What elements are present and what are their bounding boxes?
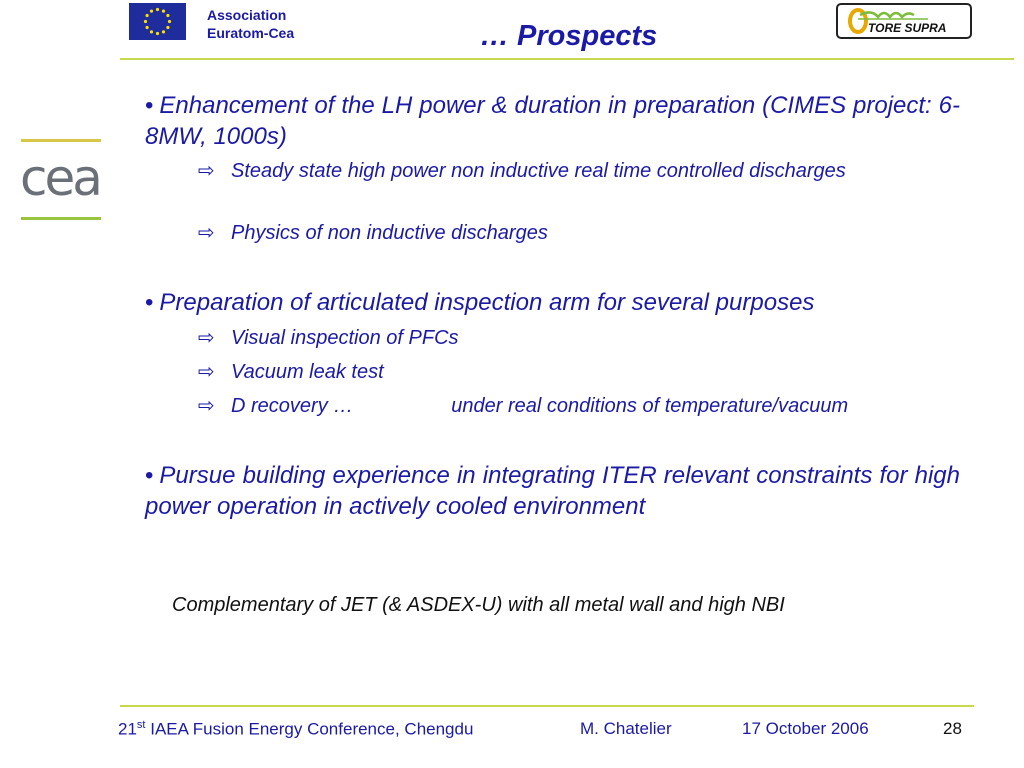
page-number: 28 [943, 719, 962, 738]
hollow-right-arrow-icon: ⇨ [198, 327, 215, 349]
bullet-3 [145, 460, 960, 522]
footer-divider [120, 705, 974, 707]
bullet-2-text: Preparation of articulated inspection arm for several purposes [159, 289, 815, 316]
bullet-1-sub-1 [198, 158, 960, 185]
bullet-2 [145, 287, 960, 318]
bullet-2-sub-2-text: Vacuum leak test [231, 361, 384, 383]
bullet-2-sub-3 [198, 393, 960, 420]
bullet-2-sub-3-body [198, 393, 960, 420]
bullet-2-sub-3-continuation: under real conditions of temperature/vacuum [451, 395, 849, 417]
tore-supra-logo-text: TORE SUPRA [868, 21, 947, 35]
association-line-2: Euratom-Cea [207, 25, 295, 41]
hollow-right-arrow-icon: ⇨ [198, 160, 215, 182]
bullet-1-sub-2-text: Physics of non inductive discharges [231, 222, 548, 244]
hollow-right-arrow-icon: ⇨ [198, 395, 215, 417]
cea-logo-top-line [21, 139, 101, 142]
conference-ordinal: st [136, 719, 146, 731]
eu-flag-logo [129, 3, 186, 40]
conference-text: IAEA Fusion Energy Conference, Chengdu [150, 719, 474, 739]
bullet-2-sub-1 [198, 325, 960, 352]
association-line-1: Association [207, 7, 287, 23]
association-label [207, 6, 294, 42]
bullet-1-text: Enhancement of the LH power & duration in preparation (CIMES project: 6-8MW, 1000s) [145, 92, 960, 150]
bullet-2-sub-3-text: D recovery … [231, 395, 354, 417]
footer-conference [118, 719, 473, 740]
footer-author: M. Chatelier [580, 719, 672, 738]
bullet-dot-icon: • [145, 92, 154, 119]
footer-date: 17 October 2006 [742, 719, 869, 738]
conference-number: 21 [118, 719, 137, 739]
eu-stars-icon [129, 3, 186, 40]
bullet-dot-icon: • [145, 462, 154, 489]
hollow-right-arrow-icon: ⇨ [198, 361, 215, 383]
header-divider [120, 58, 1014, 60]
cea-logo: cea [20, 149, 100, 207]
slide-title: … Prospects [480, 20, 658, 52]
bullet-1-sub-2 [198, 220, 960, 247]
cea-logo-bottom-line [21, 217, 101, 220]
bullet-1 [145, 90, 960, 152]
complementary-note: Complementary of JET (& ASDEX-U) with all metal wall and high NBI [172, 594, 785, 616]
bullet-1-sub-1-text: Steady state high power non inductive real time controlled discharges [231, 160, 846, 182]
bullet-2-sub-1-text: Visual inspection of PFCs [231, 327, 459, 349]
bullet-dot-icon: • [145, 289, 154, 316]
bullet-2-sub-2 [198, 359, 960, 386]
hollow-right-arrow-icon: ⇨ [198, 222, 215, 244]
bullet-3-text: Pursue building experience in integrating ITER relevant constraints for high power operation in actively cooled environment [145, 462, 960, 520]
